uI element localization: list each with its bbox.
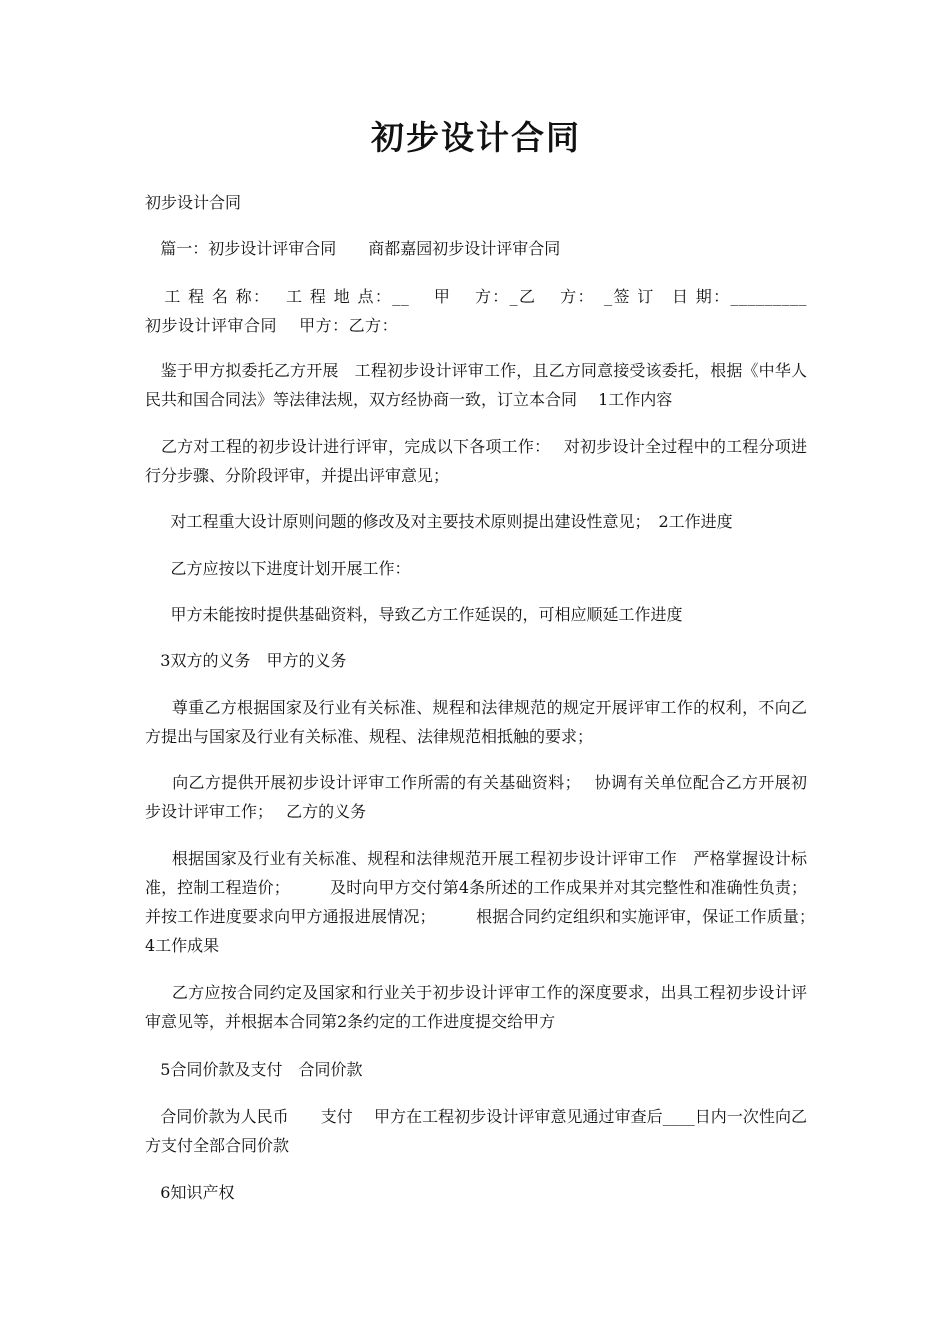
paragraph-design-principles: 对工程重大设计原则问题的修改及对主要技术原则提出建设性意见； 2工作进度 bbox=[145, 512, 733, 531]
paragraph-obligations-heading: 3双方的义务 甲方的义务 bbox=[145, 651, 347, 670]
paragraph-work-content: 乙方对工程的初步设计进行评审，完成以下各项工作： 对初步设计全过程中的工程分项进行分步骤、分阶段评审，并提出评审意见； bbox=[145, 437, 807, 485]
paragraph-party-a-rights: 尊重乙方根据国家及行业有关标准、规程和法律规范的规定开展评审工作的权利，不向乙方提出与国家及行业有关标准、规程、法律规范相抵触的要求； bbox=[145, 698, 807, 746]
paragraph-party-a-provide: 向乙方提供开展初步设计评审工作所需的有关基础资料； 协调有关单位配合乙方开展初步设计评审工作； 乙方的义务 bbox=[145, 773, 807, 821]
document-title: 初步设计合同 bbox=[371, 118, 581, 157]
paragraph-project-info: 工 程 名 称： 工 程 地 点：__ 甲 方：_乙 方： _签 订 日 期：_________ 初步设计评审合同 甲方：乙方： bbox=[145, 287, 830, 335]
paragraph-party-b-obligations: 根据国家及行业有关标准、规程和法律规范开展工程初步设计评审工作 严格掌握设计标准，控制工程造价； 及时向甲方交付第4条所述的工作成果并对其完整性和准确性负责；并按工作进度要求向甲方通报进展情况； 根据合同约定组织和实施评审，保证工作质量； 4工作成果 bbox=[145, 849, 824, 955]
paragraph-deliverables: 乙方应按合同约定及国家和行业关于初步设计评审工作的深度要求，出具工程初步设计评审意见等，并根据本合同第2条约定的工作进度提交给甲方 bbox=[145, 983, 807, 1031]
paragraph-schedule: 乙方应按以下进度计划开展工作： bbox=[145, 559, 411, 578]
paragraph-heading: 初步设计合同 bbox=[145, 193, 242, 212]
paragraph-preamble: 鉴于甲方拟委托乙方开展 工程初步设计评审工作，且乙方同意接受该委托，根据《中华人民共和国合同法》等法律法规，双方经协商一致，订立本合同 1工作内容 bbox=[145, 361, 807, 409]
paragraph-part-one: 篇一：初步设计评审合同 商都嘉园初步设计评审合同 bbox=[145, 239, 561, 258]
paragraph-delay: 甲方未能按时提供基础资料，导致乙方工作延误的，可相应顺延工作进度 bbox=[145, 605, 683, 624]
paragraph-payment: 合同价款为人民币 支付 甲方在工程初步设计评审意见通过审查后____日内一次性向乙方支付全部合同价款 bbox=[145, 1107, 807, 1155]
paragraph-price-heading: 5合同价款及支付 合同价款 bbox=[145, 1060, 363, 1079]
paragraph-ip-heading: 6知识产权 bbox=[145, 1183, 235, 1202]
